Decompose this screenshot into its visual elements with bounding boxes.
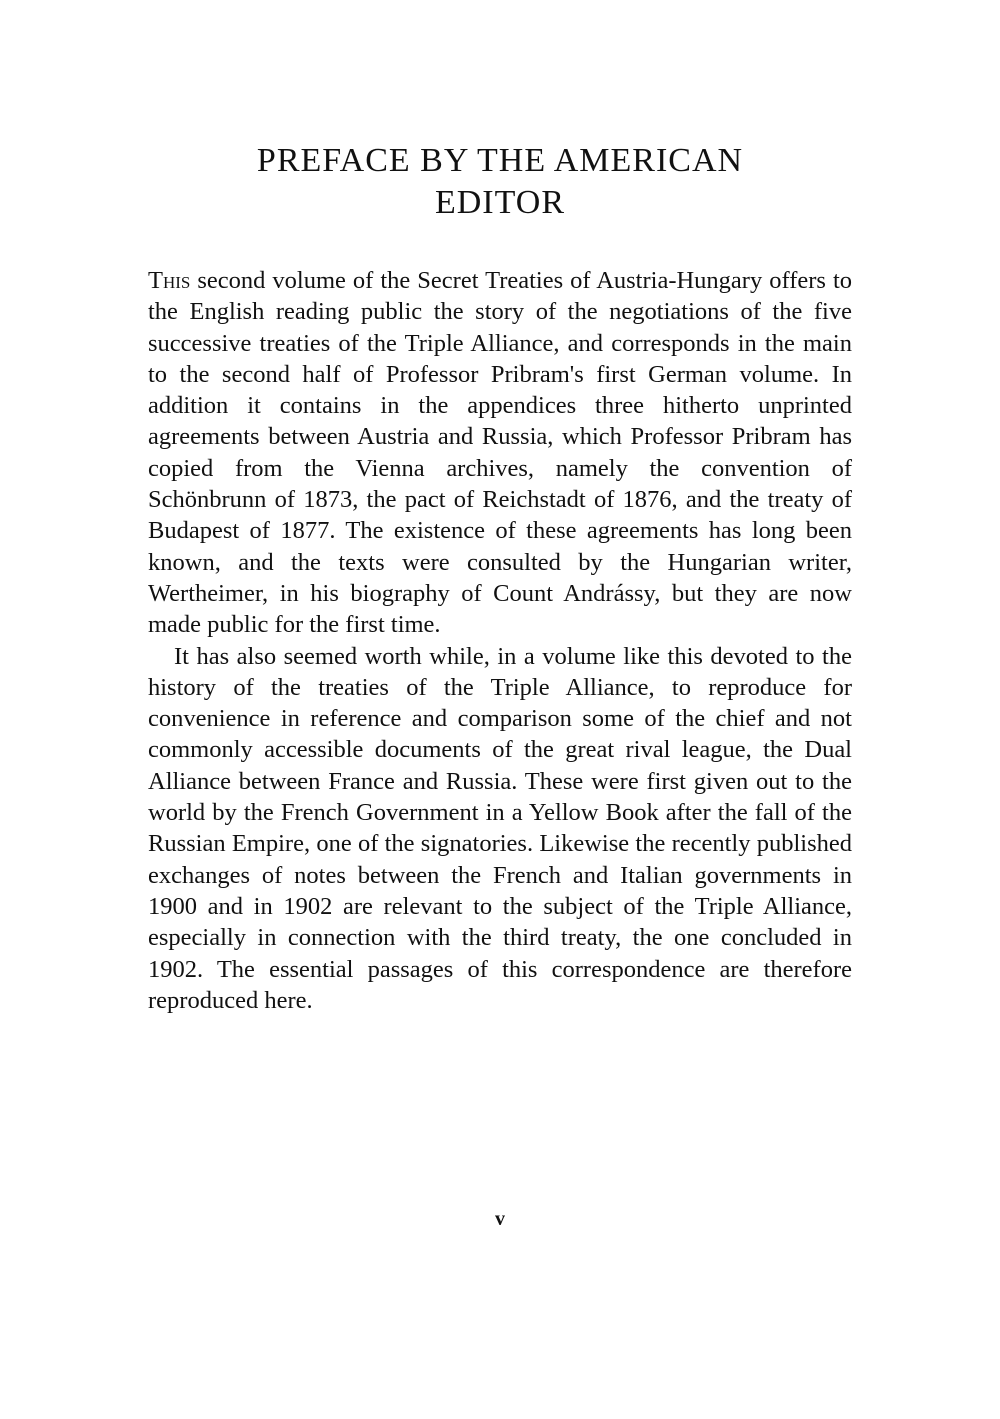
title-line-2: EDITOR [434, 184, 566, 221]
title-line-1: PREFACE BY THE AMERICAN [256, 142, 744, 179]
paragraph-1-text: second volume of the Secret Treaties of Austria-Hungary offers to the English reading public the story of the negotiations of the five successive treaties of the Triple Alliance, and corresponds in the main to the second half of Professor Pribram's first German volume. In addition it contains in the appendices three hitherto unprinted agreements between Austria and Russia, which Professor Pribram has copied from the Vienna archives, namely the convention of Schönbrunn of 1873, the pact of Reichstadt of 1876, and the treaty of Budapest of 1877. The existence of these agreements has long been known, and the texts were consulted by the Hungarian writer, Wertheimer, in his biography of Count Andrássy, but they are now made public for the first time. [148, 267, 852, 639]
preface-body [148, 265, 852, 1016]
page-number: v [495, 1208, 505, 1230]
paragraph-1 [148, 265, 852, 641]
paragraph-2 [148, 641, 852, 1017]
paragraph-2-text: It has also seemed worth while, in a volume like this devoted to the history of the treaties of the Triple Alliance, to reproduce for convenience in reference and comparison some of the chief and not commonly accessible documents of the great rival league, the Dual Alliance between France and Russia. These were first given out to the world by the French Government in a Yellow Book after the fall of the Russian Empire, one of the signatories. Likewise the recently published exchanges of notes between the French and Italian governments in 1900 and in 1902 are relevant to the subject of the Triple Alliance, especially in connection with the third treaty, the one concluded in 1902. The essential passages of this correspondence are therefore reproduced here. [148, 642, 852, 1014]
paragraph-1-lead: This [148, 267, 191, 294]
page-title [150, 140, 850, 224]
